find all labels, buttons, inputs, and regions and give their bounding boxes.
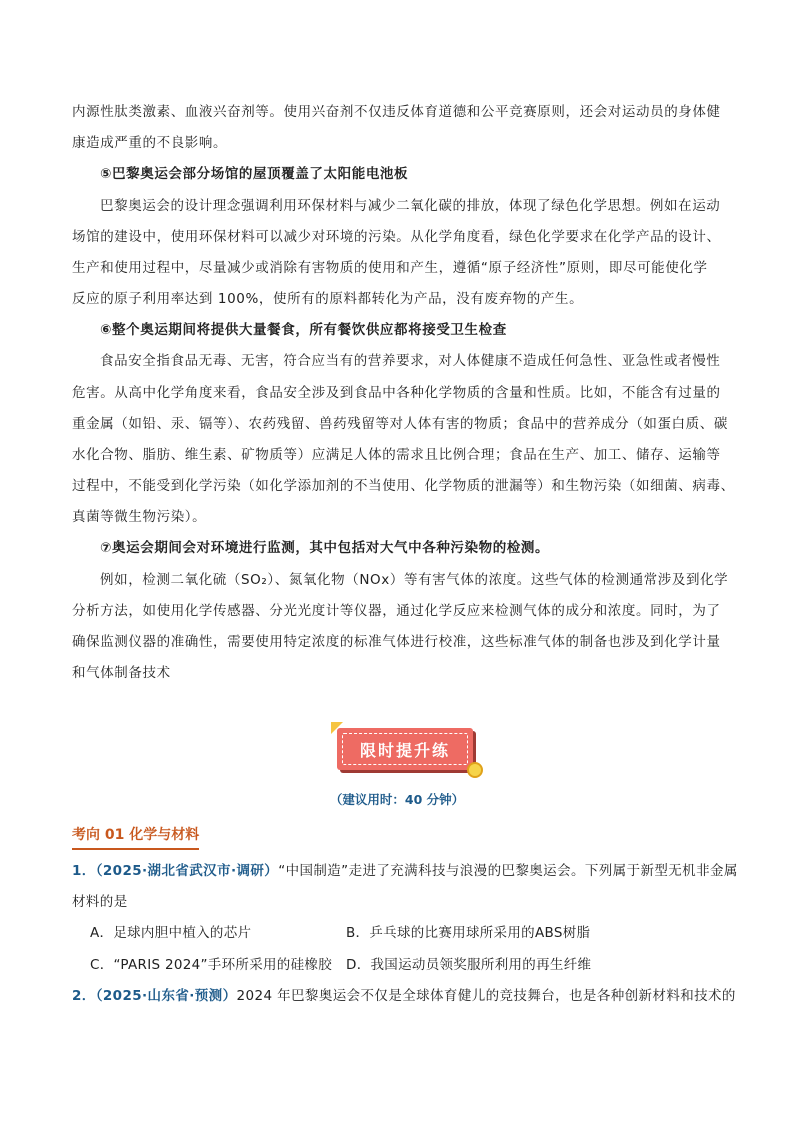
question-number: 2． <box>72 988 96 1004</box>
question-2 <box>72 986 736 1006</box>
body-text-line: 分析方法，如使用化学传感器、分光光度计等仪器，通过化学反应来检测气体的成分和浓度。同时，为了 <box>72 603 721 619</box>
heading-point-5: ⑤巴黎奥运会部分场馆的屋顶覆盖了太阳能电池板 <box>100 166 409 182</box>
body-text-line: 生产和使用过程中，尽量减少或消除有害物质的使用和产生，遵循“原子经济性”原则，即尽可能使化学 <box>72 260 708 276</box>
question-text: “中国制造”走进了充满科技与浪漫的巴黎奥运会。下列属于新型无机非金属 <box>278 863 738 879</box>
banner-box <box>337 728 473 770</box>
banner-title: 限时提升练 <box>359 741 450 760</box>
corner-ribbon-icon <box>331 722 343 734</box>
option-b: B．乒乓球的比赛用球所采用的ABS树脂 <box>346 925 591 941</box>
body-text-line: 巴黎奥运会的设计理念强调利用环保材料与减少二氧化碳的排放，体现了绿色化学思想。例如在运动 <box>100 198 721 214</box>
heading-point-7: ⑦奥运会期间会对环境进行监测，其中包括对大气中各种污染物的检测。 <box>100 540 550 556</box>
body-text-line: 内源性肽类激素、血液兴奋剂等。使用兴奋剂不仅违反体育道德和公平竞赛原则，还会对运动员的身体健 <box>72 104 721 120</box>
body-text-line: 场馆的建设中，使用环保材料可以减少对环境的污染。从化学角度看，绿色化学要求在化学产品的设计、 <box>72 229 721 245</box>
body-text-line: 确保监测仪器的准确性，需要使用特定浓度的标准气体进行校准，这些标准气体的制备也涉及到化学计量 <box>72 634 721 650</box>
heading-point-6: ⑥整个奥运期间将提供大量餐食，所有餐饮供应都将接受卫生检查 <box>100 322 507 338</box>
body-text-line: 过程中，不能受到化学污染（如化学添加剂的不当使用、化学物质的泄漏等）和生物污染（如细菌、病毒、 <box>72 478 735 494</box>
question-1 <box>72 861 738 881</box>
body-text-line: 反应的原子利用率达到 100%，使所有的原料都转化为产品，没有废弃物的产生。 <box>72 291 584 307</box>
body-text-line: 危害。从高中化学角度来看，食品安全涉及到食品中各种化学物质的含量和性质。比如，不能含有过量的 <box>72 385 721 401</box>
question-text: 2024 年巴黎奥运会不仅是全球体育健儿的竞技舞台，也是各种创新材料和技术的 <box>236 988 736 1004</box>
question-text-continued: 材料的是 <box>72 894 128 910</box>
option-c: C．“PARIS 2024”手环所采用的硅橡胶 <box>90 957 332 973</box>
suggested-time: （建议用时：40 分钟） <box>329 792 465 807</box>
body-text-line: 食品安全指食品无毒、无害，符合应当有的营养要求，对人体健康不造成任何急性、亚急性或者慢性 <box>100 353 721 369</box>
body-text-line: 例如，检测二氧化硫（SO₂）、氮氧化物（NOx）等有害气体的浓度。这些气体的检测通常涉及到化学 <box>100 572 729 588</box>
body-text-line: 重金属（如铅、汞、镉等）、农药残留、兽药残留等对人体有害的物质；食品中的营养成分（如蛋白质、碳 <box>72 416 728 432</box>
option-d: D．我国运动员领奖服所利用的再生纤维 <box>346 957 592 973</box>
option-a: A．足球内胆中植入的芯片 <box>90 925 252 941</box>
body-text-line: 和气体制备技术 <box>72 665 171 681</box>
question-number: 1． <box>72 863 96 879</box>
question-source: （2025·湖北省武汉市·调研） <box>95 863 279 879</box>
body-text-line: 水化合物、脂肪、维生素、矿物质等）应满足人体的需求且比例合理；食品在生产、加工、储存、运输等 <box>72 447 721 463</box>
section-title: 考向 01 化学与材料 <box>72 824 199 850</box>
question-source: （2025·山东省·预测） <box>95 988 237 1004</box>
bulb-icon <box>467 762 483 778</box>
body-text-line: 真菌等微生物污染）。 <box>72 509 207 525</box>
practice-banner <box>337 728 475 772</box>
body-text-line: 康造成严重的不良影响。 <box>72 135 228 151</box>
